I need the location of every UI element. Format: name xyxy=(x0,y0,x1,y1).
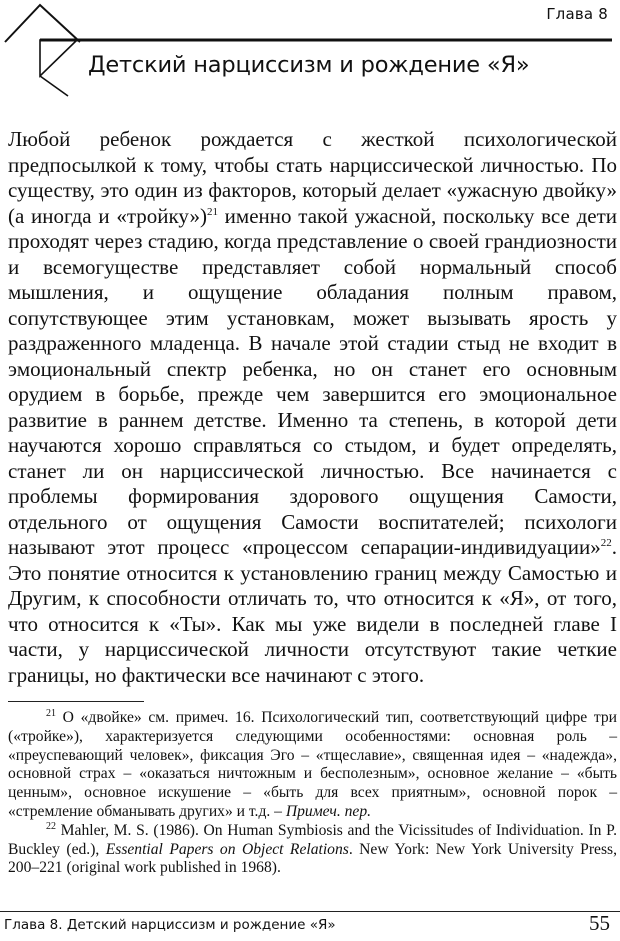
footnote-number: 21 xyxy=(46,707,56,719)
footnote-text: . New York: New York University Press, 200–221 (original work published in 1968). xyxy=(8,840,617,877)
chapter-title: Детский нарциссизм и рождение «Я» xyxy=(88,52,530,78)
footnote-21 xyxy=(8,709,617,822)
footnote-number: 22 xyxy=(46,820,56,832)
footnote-text: О «двойке» см. примеч. 16. Психологический тип, соответствующий цифре три («тройке»), характеризуется следующими особенностями: основная роль – «преуспевающий человек», фиксация Эго – «тщеславие», священная идея – «надежда», основной страх – «оказаться ничтожным и бесполезным», основное желание – «быть ценным», основное искушение – «быть для всех приятным», основной порок – «стремление обманывать других» и т.д. – xyxy=(8,709,617,820)
body-text xyxy=(8,127,617,688)
footnote-text: Mahler, M. S. (1986). On Human Symbiosis and the Vicissitudes of Individuation. In P. Buckley (ed.), xyxy=(8,821,617,858)
body-text-segment: именно такой ужасной, поскольку все дети проходят через стадию, когда представление о своей грандиозности и всемогуществе представляет собой нормальный способ мышления, и ощущение обладания полным правом, сопутствующее этим установкам, может вызывать ярость у раздраженного младенца. В начале этой стадии стыд не входит в эмоциональный спектр ребенка, но он станет его основным орудием в борьбе, прежде чем завершится его эмоциональное развитие в раннем детстве. Именно та степень, в которой дети научаются хорошо справляться со стыдом, и будет определять, станет ли он нарциссической личностью. Все начинается с проблемы формирования здорового ощущения Самости, отдельного от ощущения Самости воспитателей; психологи называют этот процесс «процессом сепарации-индивидуации» xyxy=(8,203,617,559)
page-number: 55 xyxy=(589,911,610,935)
cited-book-title: Essential Papers on Object Relations xyxy=(105,840,349,858)
footnote-separator xyxy=(8,701,144,702)
footnote-ref-22[interactable]: 22 xyxy=(600,537,612,549)
footnote-ref-21[interactable]: 21 xyxy=(206,205,218,218)
chapter-label: Глава 8 xyxy=(546,5,608,23)
body-text-segment: . Это понятие относится к установлению границ между Самостью и Другим, к способности отличать то, что относится к «Я», от того, что относится к «Ты». Как мы уже видели в последней главе I части, у нарциссической личности отсутствуют такие четкие границы, но фактически все начинают с этого. xyxy=(8,535,617,687)
running-footer: Глава 8. Детский нарциссизм и рождение «Я» xyxy=(4,917,336,933)
translator-note: Примеч. пер. xyxy=(285,802,372,820)
body-text-segment: Любой ребенок рождается с жесткой психологической предпосылкой к тому, чтобы стать нарциссической личностью. По существу, это один из факторов, который делает «ужасную двойку» (а иногда и «тройку») xyxy=(8,127,617,228)
body-paragraph xyxy=(8,127,617,688)
chapter-header-ornament xyxy=(0,0,620,100)
footer-separator xyxy=(0,911,620,912)
footnotes xyxy=(8,709,617,878)
footnote-22 xyxy=(8,822,617,878)
